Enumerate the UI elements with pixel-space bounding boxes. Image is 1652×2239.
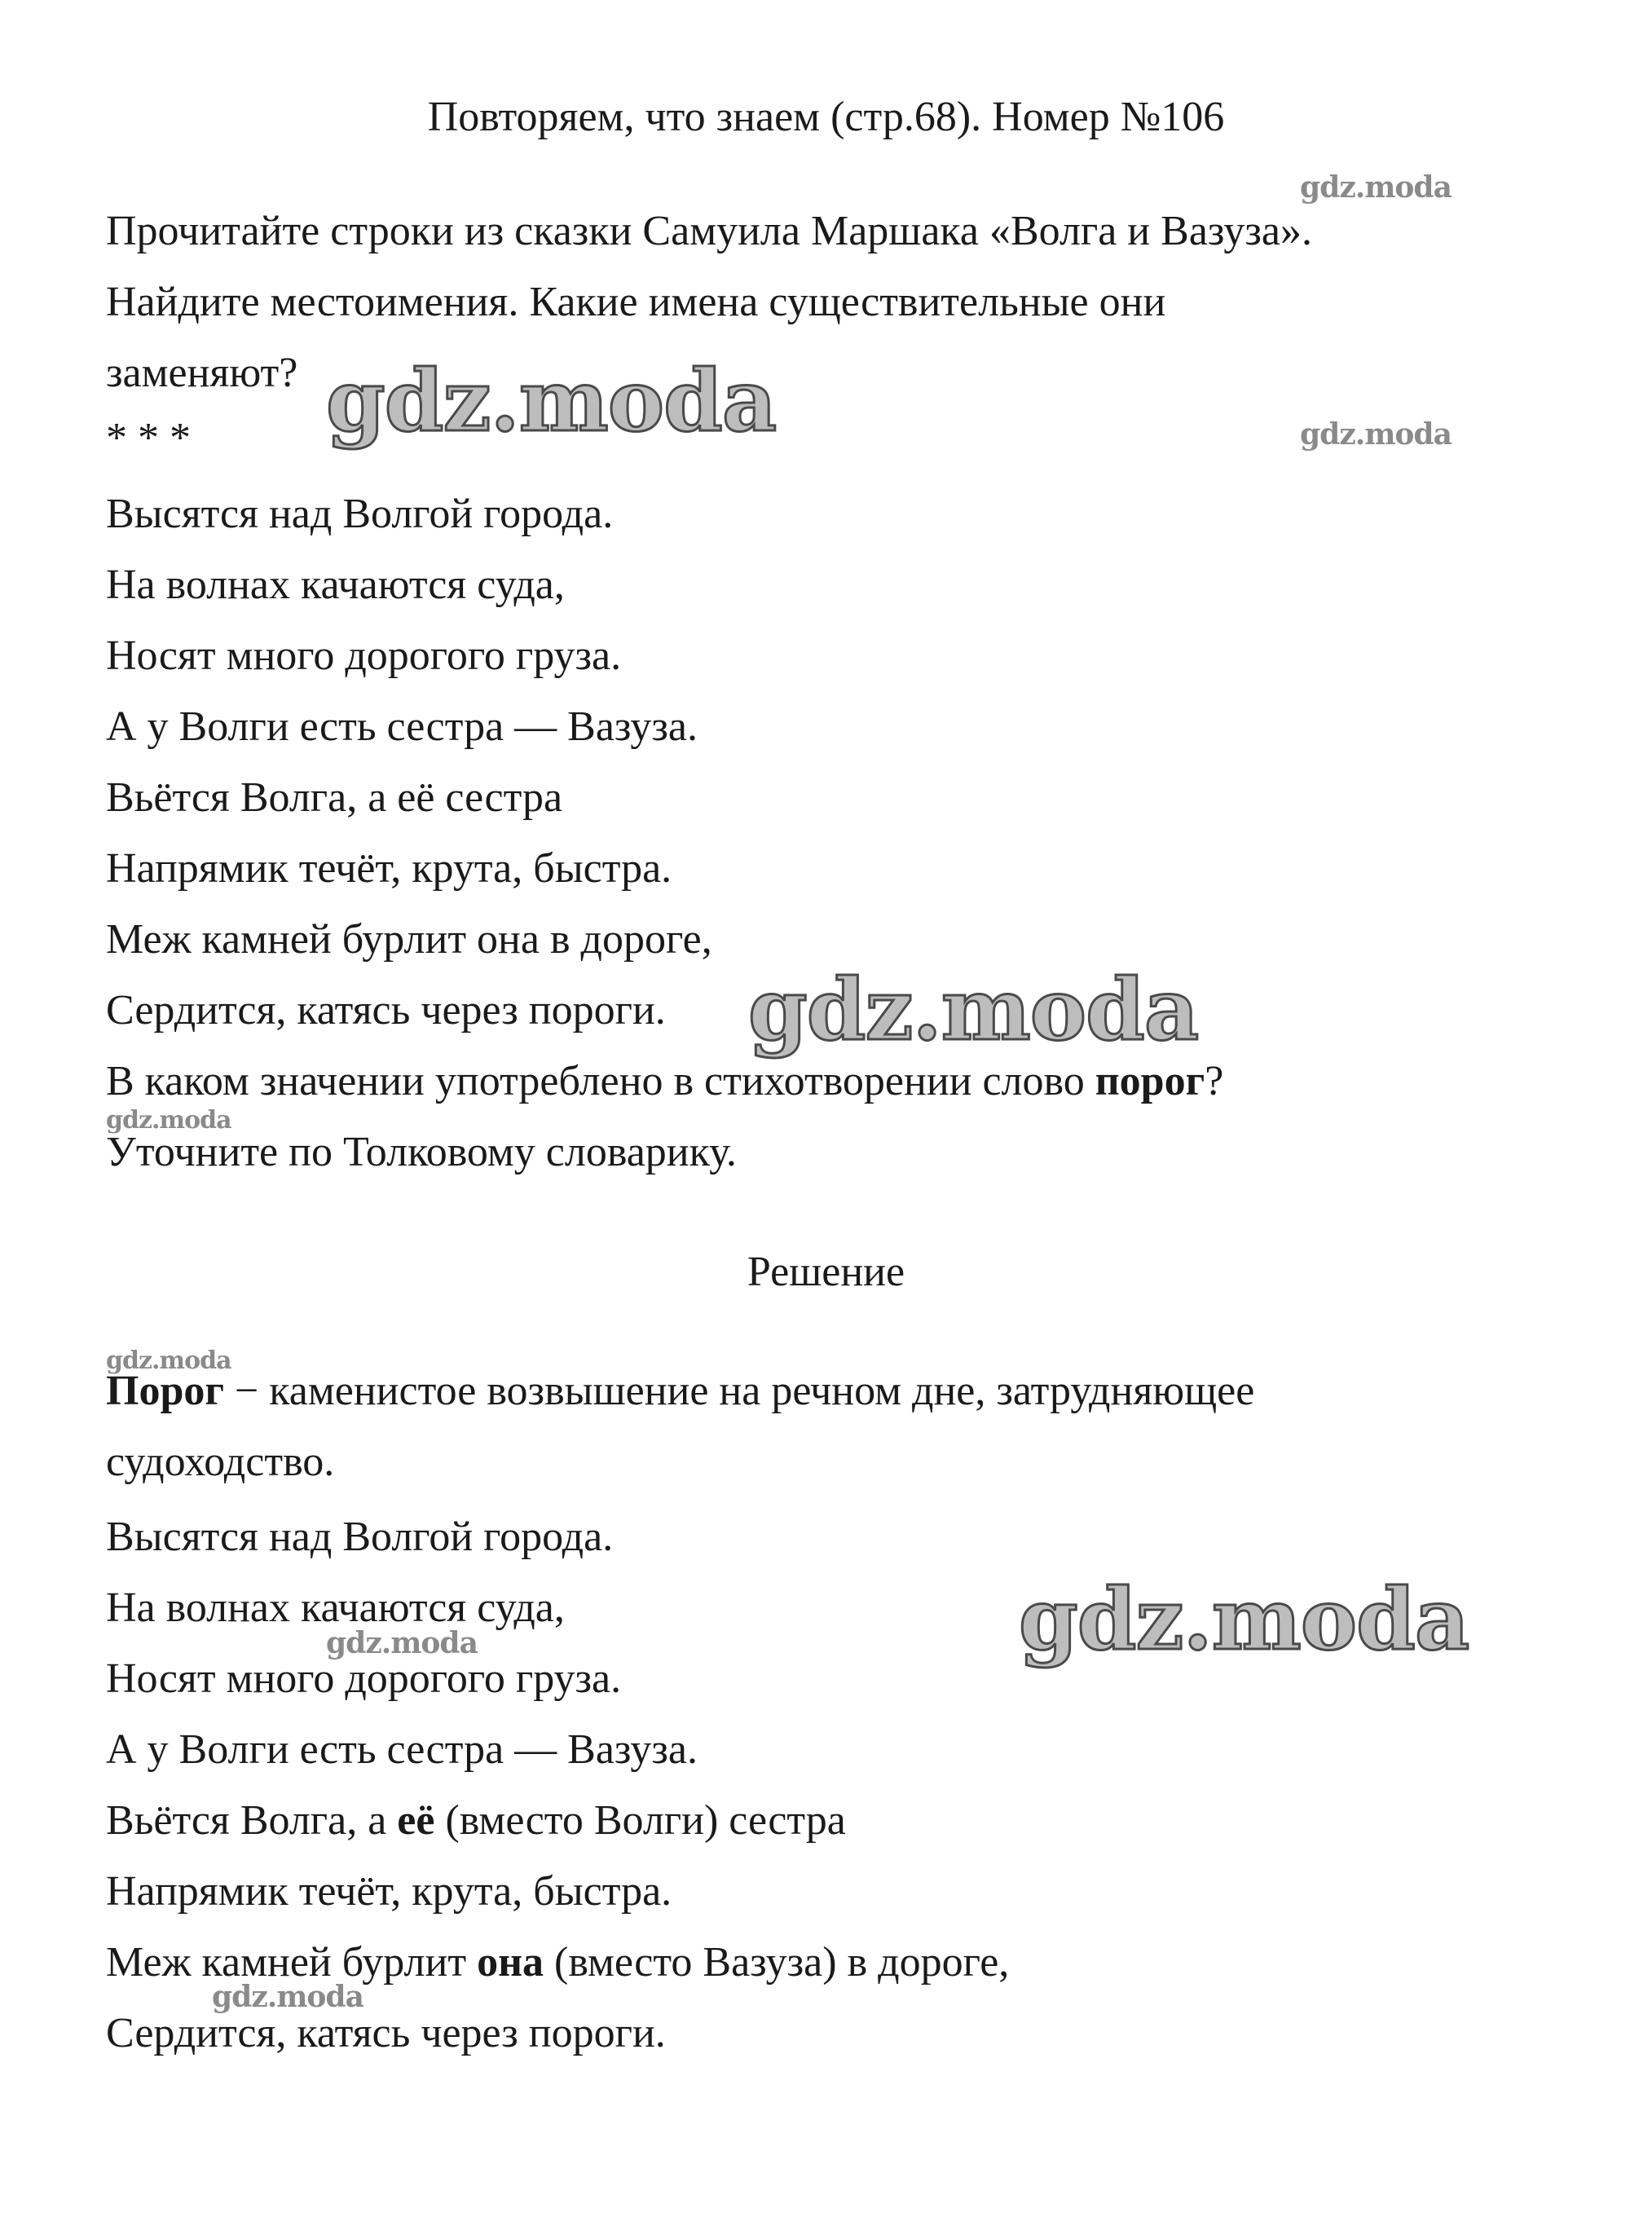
watermark: gdz.moda xyxy=(106,1106,231,1135)
watermark: gdz.moda xyxy=(106,1346,231,1375)
task-line-1: Прочитайте строки из сказки Самуила Маршака «Волга и Вазуза». xyxy=(106,208,1312,254)
task-line-2: Найдите местоимения. Какие имена существительные они xyxy=(106,279,1166,325)
stars-separator: * * * xyxy=(106,415,191,461)
poem-line: А у Волги есть сестра — Вазуза. xyxy=(106,703,698,750)
page-title: Повторяем, что знаем (стр.68). Номер №106 xyxy=(427,94,1225,140)
answer-line-pronoun-1 xyxy=(106,1797,846,1844)
watermark: gdz.moda xyxy=(1019,1569,1469,1669)
watermark: gdz.moda xyxy=(212,1980,363,2014)
answer-line: Сердится, катясь через пороги. xyxy=(106,2010,666,2056)
answer-line: На волнах качаются суда, xyxy=(106,1584,565,1631)
definition-line-1 xyxy=(106,1370,1254,1413)
question-text: В каком значении употреблено в стихотворении слово xyxy=(106,1058,1095,1104)
answer-line: Напрямик течёт, крута, быстра. xyxy=(106,1868,672,1915)
answer-text: Меж камней бурлит xyxy=(106,1939,478,1986)
answer-line: Высятся над Волгой города. xyxy=(106,1514,614,1560)
question-mark: ? xyxy=(1205,1058,1224,1104)
solution-heading: Решение xyxy=(747,1249,905,1295)
poem-line: Сердится, катясь через пороги. xyxy=(106,987,666,1034)
question-line-2: Уточните по Толковому словарику. xyxy=(106,1129,737,1175)
definition-line-2: судоходство. xyxy=(106,1439,335,1485)
watermark: gdz.moda xyxy=(1300,170,1452,205)
answer-text: Вьётся Волга, а xyxy=(106,1797,398,1844)
watermark: gdz.moda xyxy=(748,959,1199,1060)
watermark: gdz.moda xyxy=(326,1626,478,1660)
poem-line: Носят много дорогого груза. xyxy=(106,632,622,679)
answer-line: А у Волги есть сестра — Вазуза. xyxy=(106,1726,698,1773)
question-keyword: порог xyxy=(1095,1058,1205,1104)
poem-line: Меж камней бурлит она в дороге, xyxy=(106,916,712,963)
poem-line: На волнах качаются суда, xyxy=(106,562,565,608)
task-line-3: заменяют? xyxy=(106,350,298,396)
answer-line: Носят много дорогого груза. xyxy=(106,1655,622,1702)
poem-line: Высятся над Волгой города. xyxy=(106,491,614,537)
poem-line: Напрямик течёт, крута, быстра. xyxy=(106,845,672,892)
pronoun-highlight: её xyxy=(397,1797,435,1844)
pronoun-highlight: она xyxy=(477,1939,544,1986)
watermark: gdz.moda xyxy=(1300,417,1452,452)
watermark: gdz.moda xyxy=(326,350,777,451)
definition-term: Порог xyxy=(106,1368,224,1414)
poem-line: Вьётся Волга, а её сестра xyxy=(106,774,563,821)
answer-text: (вместо Волги) сестра xyxy=(434,1797,846,1844)
answer-text: (вместо Вазуза) в дороге, xyxy=(544,1939,1010,1986)
answer-line-pronoun-2 xyxy=(106,1941,1009,1984)
question-line-1 xyxy=(106,1060,1223,1103)
definition-text: − каменистое возвышение на речном дне, затрудняющее xyxy=(223,1368,1255,1414)
